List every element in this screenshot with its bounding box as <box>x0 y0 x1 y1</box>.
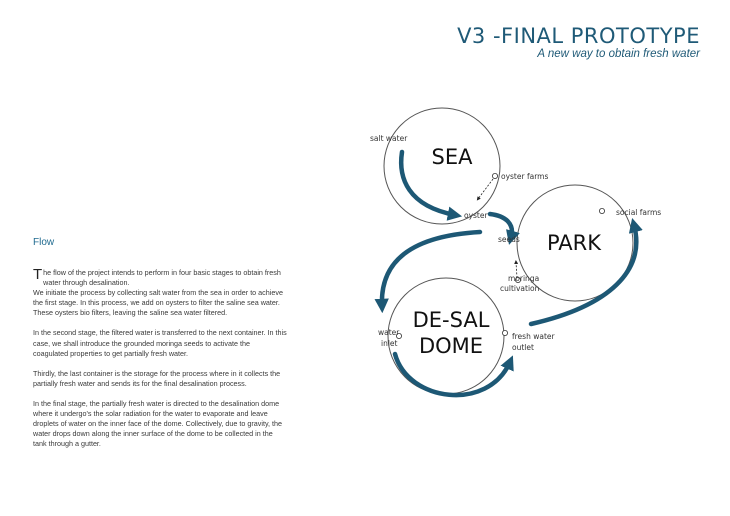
paragraph-stage-four: In the final stage, the partially fresh water is directed to the desalination dome where it undergo's the solar radiation for the water to evaporate and leave droplets of water on the inner face of the dome. Collectively, due to gravity, the water drops down along the inner surface of the dome to be collected in the tank through a gutter. <box>33 398 283 449</box>
fresh-water-outlet-marker <box>502 330 507 335</box>
salt-water-label: salt water <box>370 134 408 143</box>
inlet-label: inlet <box>381 339 398 348</box>
page-title: V3 -FINAL PROTOTYPE <box>457 24 700 48</box>
social-farms-label: social farms <box>616 208 662 217</box>
dome-node-label-line1: DE-SAL <box>412 308 490 332</box>
oyster-farms-marker <box>492 173 497 178</box>
water-label: water <box>378 328 400 337</box>
moringa-label: moringa <box>508 274 540 283</box>
paragraph-stage-one: We initiate the process by collecting salt water from the sea in order to achieve the first stage. In this process, we add on oysters to filter the saline sea water. These oysters bio filters, leaving the saline sea water filtered. <box>33 288 283 318</box>
dome-node-label-line2: DOME <box>418 334 484 358</box>
oyster-label: oyster <box>464 211 488 220</box>
seeds-label: seeds <box>498 235 520 244</box>
cultivation-label: cultivation <box>500 284 540 293</box>
oyster-farms-label: oyster farms <box>501 172 549 181</box>
paragraph-intro: The flow of the project intends to perform in four basic stages to obtain fresh water through desalination. <box>33 266 281 288</box>
section-heading: Flow <box>33 237 55 248</box>
outlet-label: outlet <box>512 343 534 352</box>
social-farms-marker <box>599 208 604 213</box>
sea-node-label: SEA <box>431 145 473 169</box>
paragraph-stage-two: In the second stage, the filtered water is transferred to the next container. In this case, we shall introduce the grounded moringa seeds to activate the coagulated properties to get partially fresh water. <box>33 328 287 358</box>
page-subtitle: A new way to obtain fresh water <box>537 48 700 60</box>
oyster-farms-dashed-arrow <box>478 179 493 199</box>
park-node-label: PARK <box>546 231 602 255</box>
seeds-to-dome-arrow <box>382 232 480 306</box>
fresh-water-label: fresh water <box>512 332 555 341</box>
dome-inlet-to-outlet-arrow <box>395 354 510 395</box>
paragraph-stage-three: Thirdly, the last container is the storage for the process where in it collects the partially fresh water and sends its for the final desalination process. <box>33 368 281 388</box>
